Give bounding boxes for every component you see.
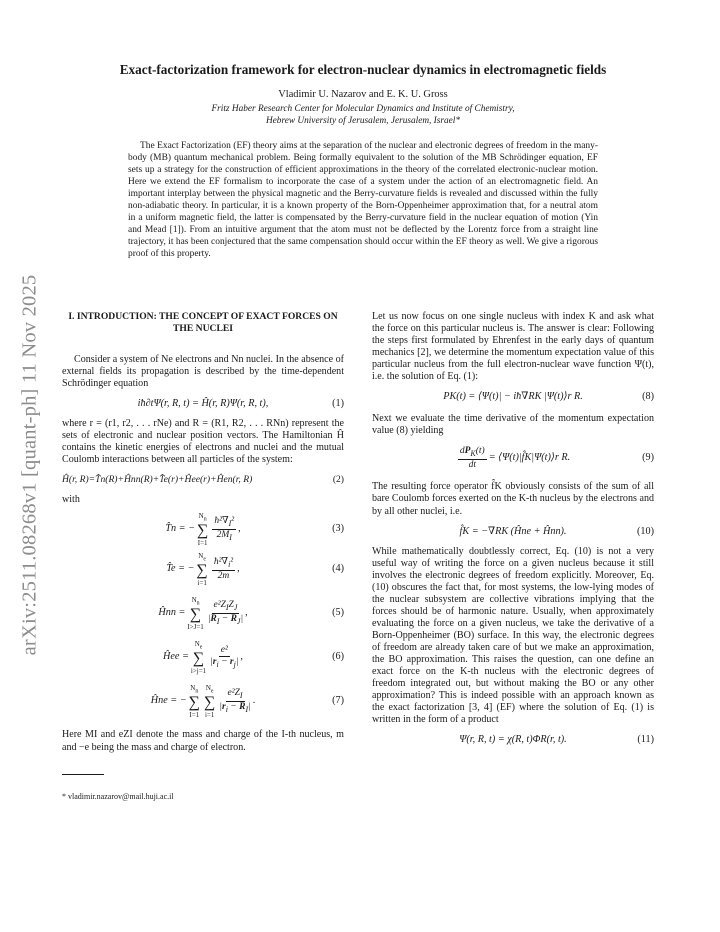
affiliation bbox=[58, 103, 668, 127]
footnote: * vladimir.nazarov@mail.huji.ac.il bbox=[62, 791, 174, 801]
right-column bbox=[372, 311, 654, 746]
fraction: $\frac{\text{e²}}{|r_i - r_j|}$ bbox=[210, 645, 239, 669]
sum-symbol: $N_n$ ∑ I=1 bbox=[196, 511, 209, 548]
paragraph: The resulting force operator f̂K obviously consists of the sum of all bare Coulomb forces exerted on the K-th nucleus by the electrons and by all other nuclei, i.e. bbox=[372, 481, 654, 517]
sum-symbol: $N_n$ ∑ I>J=1 bbox=[187, 595, 204, 632]
fraction: $\frac{dP_K(t)}{dt}$ bbox=[459, 445, 485, 470]
equation-number: (3) bbox=[332, 523, 344, 535]
equation-number: (5) bbox=[332, 607, 344, 619]
sum-symbol: $N_n$ ∑ I=1 bbox=[188, 683, 200, 720]
fraction: $\frac{e^2Z_I}{|r_i - R_I|}$ bbox=[219, 688, 251, 714]
paragraph: Next we evaluate the time derivative of the momentum expectation value (8) yielding bbox=[372, 413, 654, 437]
equation-lhs: Ĥee = bbox=[163, 651, 189, 663]
equation-3: T̂n = − $N_n$ ∑ I=1 $\frac{ħ^2\nabla_I^2}{2M_I}$ , (3) bbox=[165, 511, 344, 548]
equation-6: Ĥee = $N_e$ ∑ i>j=1 $\frac{\text{e²}}{|r_i - r_j|}$ , (6) bbox=[163, 639, 344, 676]
paper-title: Exact-factorization framework for electron-nuclear dynamics in electromagnetic fields bbox=[119, 62, 607, 77]
equation-body: PK(t) = ⟨Ψ(t)| − iħ∇RK |Ψ(t)⟩r R. bbox=[443, 391, 583, 403]
equation-rhs: = ⟨Ψ(t)|f̂K|Ψ(t)⟩r R. bbox=[488, 452, 571, 464]
abstract: The Exact Factorization (EF) theory aims at the separation of the nuclear and electronic degrees of freedom in the many-body (MB) quantum mechanical problem. Being formally equivalent to the solution of the MB Schrödinger equation, EF sets up a strategy for the construction of efficient approximations in the theory of the correlated electronic-nuclear motion. Here we extend the EF formalism to incorporate the case of a system under the action of an electromagnetic field. An important interplay between the physical magnetic and the Berry-curvature fields is revealed and discussed within the fully non-adiabatic theory. In particular, it is a known property of the Born-Oppenheimer approximation that, for a neutral atom in a uniform magnetic field, the latter is compensated by the Berry-curvature field in the nuclear equation of motion (Yin and Mead [1]). From an intuitive argument that the atom must not be deflected by the Lorentz force from a straight line trajectory, it has been conjectured that the same compensation should occur within the EF theory as well. We give a rigorous proof of this property. bbox=[128, 141, 598, 260]
equation-number: (10) bbox=[637, 525, 654, 537]
sum-symbol: $N_e$ ∑ i=1 bbox=[203, 683, 216, 720]
affiliation-line-1: Fritz Haber Research Center for Molecular Dynamics and Institute of Chemistry, bbox=[211, 104, 515, 114]
equation-number: (1) bbox=[332, 398, 344, 410]
paragraph: where r = (r1, r2, . . . rNe) and R = (R1, R2, . . . RNn) represent the sets of electronic and nuclear position vectors. The Hamiltonian Ĥ contains the kinetic energies of electrons and nuclei and the mutual Coulomb interactions between all particles of the system: bbox=[62, 418, 344, 466]
paragraph: with bbox=[62, 494, 80, 506]
sum-symbol: $N_e$ ∑ i>j=1 bbox=[190, 639, 207, 676]
equation-11 bbox=[372, 734, 654, 746]
equation-number: (2) bbox=[332, 474, 344, 486]
equation-1 bbox=[62, 398, 344, 410]
paragraph: Consider a system of Ne electrons and Nn nuclei. In the absence of external fields its propagation is described by the time-dependent Schrödinger equation bbox=[62, 354, 344, 390]
authors: Vladimir U. Nazarov and E. K. U. Gross bbox=[278, 89, 448, 100]
equation-number: (4) bbox=[332, 563, 344, 575]
affiliation-line-2: Hebrew University of Jerusalem, Jerusalem, Israel* bbox=[265, 116, 461, 126]
fraction: $\frac{e^2Z_IZ_J}{|R_I - R_J|}$ bbox=[207, 600, 244, 626]
equation-number: (6) bbox=[332, 651, 344, 663]
paragraph: While mathematically doubtlessly correct, Eq. (10) is not a very useful way of writing the force on a given nucleus because it still involves the electronic degrees of freedom explicitly. Moreover, Eq. (10) obscures the fact that, for most systems, the low-lying modes of the nuclear subsystem are collective vibrations implying that the forces should be of harmonic nature. Usually, when approximately evaluating the force on a given nucleus, we take the derivative of a Born-Oppenheimer (BO) surface. In this way, the electronic degrees of freedom are already taken care of but we make an approximation, the BO approximation. This raises the question, can one define an exact force on the K-th nucleus with the electronic degrees of freedom integrated out, but without making the BO or any other approximation? This is indeed possible with an approach known as the exact factorization [3, 4] (EF) where the solution of Eq. (1) is written in the form of a product bbox=[372, 545, 654, 726]
equation-number: (9) bbox=[642, 452, 654, 464]
paragraph: Here MI and eZI denote the mass and charge of the I-th nucleus, m and −e being the mass and charge of electron. bbox=[62, 729, 344, 753]
equation-2 bbox=[62, 474, 344, 486]
sum-symbol: $N_e$ ∑ i=1 bbox=[196, 551, 208, 588]
equation-9 bbox=[372, 443, 654, 473]
equation-7: Ĥne = − $N_n$ ∑ I=1 $N_e$ ∑ i=1 $\frac{e^2Z_I}{|r_i - R_I|}$ . (7) bbox=[150, 683, 344, 720]
equation-body: Ĥ(r, R)=T̂n(R)+Ĥnn(R)+T̂e(r)+Ĥee(r)+Ĥen(r, R) bbox=[62, 474, 253, 486]
equation-body: Ψ(r, R, t) = χ(R, t)ΦR(r, t). bbox=[459, 734, 567, 746]
fraction: $\frac{ħ^2\nabla_i^2}{2m}$ bbox=[213, 557, 234, 581]
equation-body: f̂K = −∇RK (Ĥne + Ĥnn). bbox=[459, 525, 567, 537]
section-heading: I. INTRODUCTION: THE CONCEPT OF EXACT FORCES ON THE NUCLEI bbox=[68, 311, 338, 334]
equation-number: (11) bbox=[637, 734, 654, 746]
equation-number: (8) bbox=[642, 391, 654, 403]
fraction: $\frac{ħ^2\nabla_I^2}{2M_I}$ bbox=[214, 516, 235, 542]
left-column bbox=[62, 311, 344, 803]
equation-lhs: Ĥnn = bbox=[158, 607, 186, 619]
equation-lhs: Ĥne = − bbox=[150, 695, 187, 707]
equation-10 bbox=[372, 526, 654, 538]
equation-body: iħ∂tΨ(r, R, t) = Ĥ(r, R)Ψ(r, R, t), bbox=[137, 398, 269, 410]
equation-8 bbox=[372, 391, 654, 403]
equation-lhs: T̂e = − bbox=[166, 563, 195, 575]
paragraph: Let us now focus on one single nucleus with index K and ask what the force on this particular nucleus is. The answer is clear: Following the steps first formulated by Ehrenfest in the early days of quantum mechanics [2], we determine the momentum expectation value of this particular nucleus from the full electron-nuclear wave function Ψ(t), i.e. the solution of Eq. (1): bbox=[372, 311, 654, 383]
equation-lhs: T̂n = − bbox=[165, 523, 195, 535]
equation-number: (7) bbox=[332, 695, 344, 707]
equation-5: Ĥnn = $N_n$ ∑ I>J=1 $\frac{e^2Z_IZ_J}{|R_I - R_J|}$ , (5) bbox=[158, 595, 344, 632]
footnote-rule bbox=[62, 774, 104, 775]
arxiv-stamp: arXiv:2511.08268v1 [quant-ph] 11 Nov 2025 bbox=[18, 274, 41, 656]
equation-4: T̂e = − $N_e$ ∑ i=1 $\frac{ħ^2\nabla_i^2}{2m}$ , (4) bbox=[166, 551, 344, 588]
